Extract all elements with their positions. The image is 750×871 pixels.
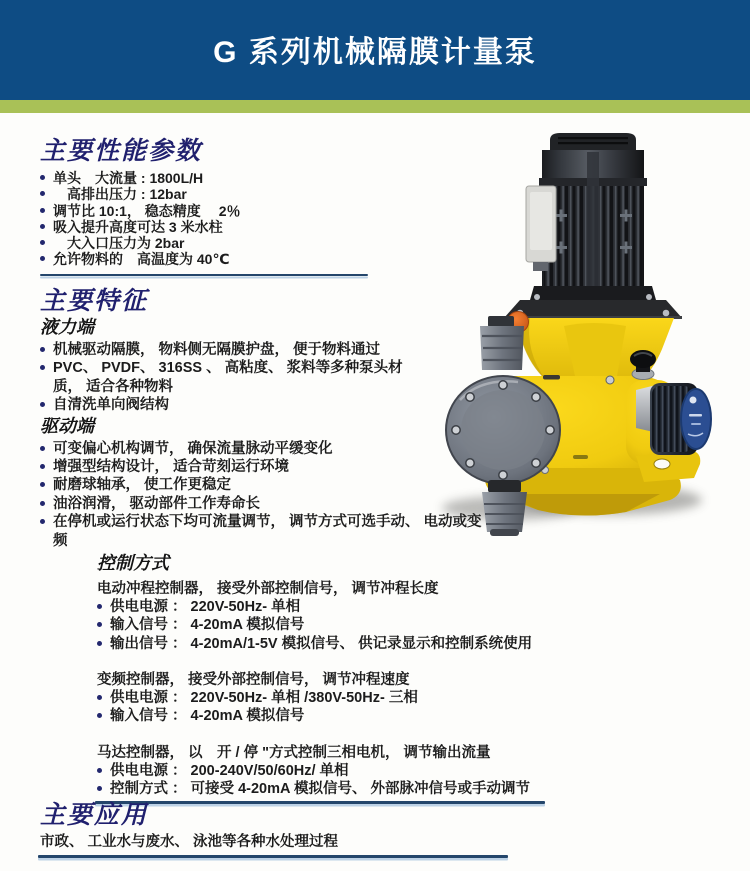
section-application xyxy=(40,800,540,858)
pump-head-disc xyxy=(446,376,560,484)
bullet-icon xyxy=(40,482,45,487)
bullet-icon xyxy=(97,786,102,791)
list-item xyxy=(40,458,490,476)
title-bar xyxy=(0,0,750,100)
list-item-text: 机械驱动隔膜， 物料侧无隔膜护盘， 便于物料通过 xyxy=(53,342,381,358)
list-item xyxy=(40,378,490,396)
list-item-text: 输入信号 ： 4-20mA 模拟信号 xyxy=(110,617,305,634)
list-item xyxy=(40,251,440,267)
list-item xyxy=(40,186,440,202)
list-item xyxy=(40,219,440,235)
list-item xyxy=(40,396,490,414)
list-item xyxy=(97,598,597,616)
accent-bar xyxy=(0,100,750,113)
performance-heading: 主要性能参数 xyxy=(40,137,203,165)
list-item-text: 允许物料的 高温度为 40℃ xyxy=(53,251,230,268)
bullet-icon xyxy=(40,191,45,196)
section-control xyxy=(97,552,597,804)
list-item-text: 控制方式 ： 可接受 4-20mA 模拟信号、 外部脉冲信号或手动调节 xyxy=(110,781,530,798)
list-item xyxy=(97,689,597,707)
control-subheading: 控制方式 xyxy=(97,553,169,573)
section-divider xyxy=(40,274,368,277)
list-item xyxy=(97,653,597,671)
list-item xyxy=(97,726,597,744)
list-item xyxy=(40,203,440,219)
bullet-icon xyxy=(97,604,102,609)
list-item xyxy=(97,580,597,598)
list-item xyxy=(97,671,597,689)
section-divider xyxy=(38,855,508,858)
list-item-text: 马达控制器， 以 开 / 停 "方式控制三相电机， 调节输出流量 xyxy=(97,744,491,761)
list-item xyxy=(97,762,597,780)
list-item-text: 输入信号 ： 4-20mA 模拟信号 xyxy=(110,708,305,725)
motor-flange xyxy=(504,286,682,319)
application-heading: 主要应用 xyxy=(40,801,149,829)
list-item xyxy=(40,495,490,513)
list-item xyxy=(97,616,597,634)
bullet-icon xyxy=(40,224,45,229)
list-item-text: 质， 适合各种物料 xyxy=(53,378,174,395)
list-item xyxy=(40,440,490,458)
list-item xyxy=(97,707,597,725)
bullet-icon xyxy=(40,240,45,245)
drive-list xyxy=(40,440,490,550)
list-item-text: 在停机或运行状态下均可流量调节， 调节方式可选手动、 电动或变频 xyxy=(53,514,482,549)
list-item-text: 电动冲程控制器， 接受外部控制信号， 调节冲程长度 xyxy=(97,581,439,597)
bullet-icon xyxy=(97,713,102,718)
list-item-text: 自清洗单向阀结构 xyxy=(53,397,169,414)
application-text: 市政、 工业水与废水、 泳池等各种水处理过程 xyxy=(40,834,339,850)
drain-plug xyxy=(630,350,656,380)
list-item xyxy=(97,635,597,653)
list-item-text: 可变偏心机构调节， 确保流量脉动平缓变化 xyxy=(53,440,333,457)
list-item-text: 供电电源 ： 220V-50Hz- 单相 xyxy=(110,599,301,616)
bullet-icon xyxy=(40,365,45,370)
bullet-icon xyxy=(40,256,45,261)
list-item-text: 供电电源 ： 220V-50Hz- 单相 /380V-50Hz- 三相 xyxy=(110,690,418,707)
pump-product-image xyxy=(430,128,720,568)
bullet-icon xyxy=(40,208,45,213)
bullet-icon xyxy=(40,501,45,506)
list-item xyxy=(40,476,490,494)
list-item-text: 大入口压力为 2bar xyxy=(53,235,185,252)
list-item-text: 高排出压力 : 12bar xyxy=(53,186,187,203)
list-item-text: 输出信号 ： 4-20mA/1-5V 模拟信号、 供记录显示和控制系统使用 xyxy=(110,635,533,652)
list-item-text: 变频控制器， 接受外部控制信号， 调节冲程速度 xyxy=(97,672,410,688)
list-item-text: 吸入提升高度可达 3 米水柱 xyxy=(53,218,223,235)
suction-valve xyxy=(482,480,527,536)
bullet-icon xyxy=(40,175,45,180)
junction-box xyxy=(526,186,556,271)
bullet-icon xyxy=(40,446,45,451)
bullet-icon xyxy=(40,347,45,352)
drive-subheading: 驱动端 xyxy=(40,415,94,436)
list-item xyxy=(40,341,490,359)
hydraulic-subheading: 液力端 xyxy=(40,317,94,337)
list-item-text: 耐磨球轴承， 使工作更稳定 xyxy=(53,477,232,494)
bullet-icon xyxy=(40,402,45,407)
bullet-icon xyxy=(97,641,102,646)
bullet-icon xyxy=(97,695,102,700)
list-item xyxy=(40,513,490,550)
list-item-text: 供电电源 ： 200-240V/50/60Hz/ 单相 xyxy=(110,763,349,779)
hydraulic-list xyxy=(40,341,490,415)
section-features xyxy=(40,286,490,550)
list-item-text: 增强型结构设计， 适合苛刻运行环境 xyxy=(53,459,290,476)
section-performance xyxy=(40,136,440,276)
bullet-icon xyxy=(97,622,102,627)
list-item-text: 油浴润滑， 驱动部件工作寿命长 xyxy=(53,495,261,512)
page-title: G 系列机械隔膜计量泵 xyxy=(213,36,537,69)
control-list xyxy=(97,580,597,798)
list-item-text: 单头 大流量 : 1800L/H xyxy=(53,170,204,186)
list-item xyxy=(40,170,440,186)
list-item xyxy=(97,780,597,798)
bullet-icon xyxy=(40,464,45,469)
list-item-text: 调节比 10:1， 稳态精度 2％ xyxy=(53,202,241,219)
list-item xyxy=(40,359,490,377)
bullet-icon xyxy=(97,768,102,773)
list-item-text: PVC、 PVDF、 316SS 、 高粘度、 浆料等多种泵头材 xyxy=(53,360,403,377)
performance-list xyxy=(40,170,440,268)
features-heading: 主要特征 xyxy=(40,287,149,315)
list-item xyxy=(40,235,440,251)
list-item xyxy=(97,744,597,762)
bullet-icon xyxy=(40,519,45,524)
